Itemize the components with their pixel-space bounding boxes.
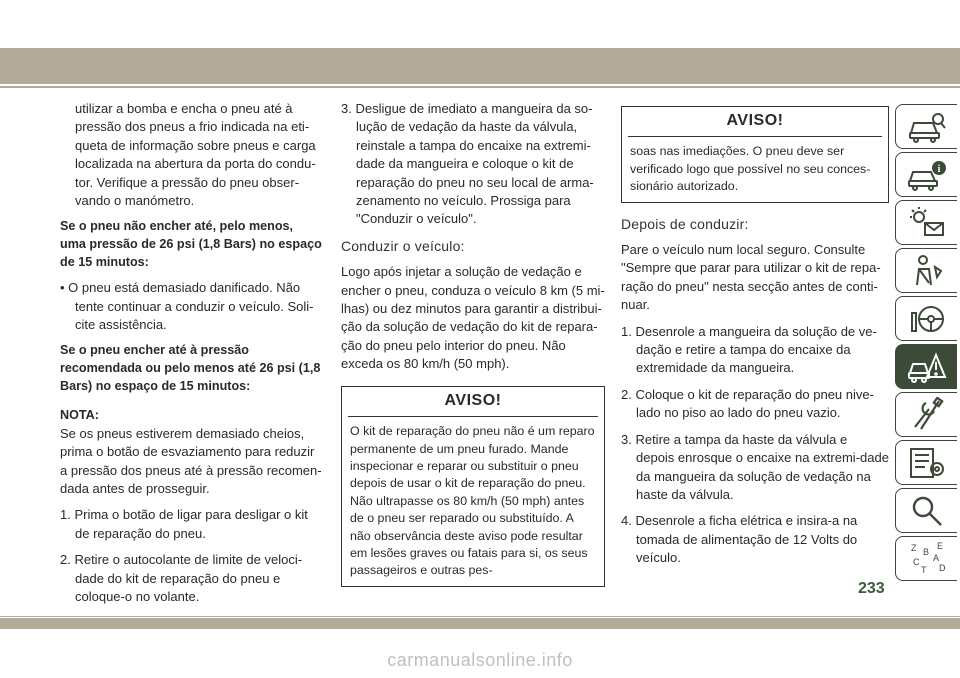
tab-warning-lights[interactable] (895, 200, 957, 245)
warning-box (621, 106, 889, 203)
step-item: 3. Desligue de imediato a mangueira da so-lução de vedação da haste da válvula, reinstale a tampa do encaixe na extremi-dade da mangueira e coloque o kit de reparação do pneu no seu local de arma-zenamento no veículo. Prossiga para "Conduzir o veículo". (341, 101, 594, 227)
paragraph: utilizar a bomba e encha o pneu até à pressão dos pneus a frio indicada na eti-queta de informação sobre pneus e carga localizada na abertura da porta do condu-tor. Verifique a pressão do pneu obser-vando o manómetro. (75, 101, 316, 209)
svg-text:i: i (937, 163, 940, 175)
warning-text: soas nas imediações. O pneu deve ser verificado logo que possível no seu conces-sionário autorizado. (630, 144, 871, 194)
seatbelt-icon (907, 253, 947, 289)
column-1 (60, 100, 322, 606)
chapter-tabs (895, 104, 960, 584)
step-item: 3. Retire a tampa da haste da válvula e depois enrosque o encaixe na extremi-dade da mangueira da solução de vedação na haste da válvula. (621, 431, 889, 502)
footer-band (0, 618, 960, 629)
bold-condition: Se o pneu não encher até, pelo menos, uma pressão de 26 psi (1,8 Bars) no espaço de 15 minutos: (60, 219, 322, 269)
warning-box (341, 386, 605, 587)
car-info-icon (907, 157, 947, 193)
header-band (0, 48, 960, 84)
section-heading: Depois de conduzir: (621, 215, 749, 232)
checklist-gear-icon (907, 445, 947, 481)
car-hazard-icon (907, 349, 947, 385)
svg-text:A: A (932, 552, 939, 563)
note-label: NOTA: (60, 408, 99, 423)
column-2 (341, 100, 605, 587)
warning-text: O kit de reparação do pneu não é um reparo permanente de um pneu furado. Mande inspecionar e reparar ou substituir o pneu depois de usar o kit de reparação do pneu. Não ultrapasse os 80 km/h (50 mph) antes de o pneu ser reparado ou substituído. A não observância deste aviso pode resultar em lesões graves ou fatais para si, os seus passageiros e outras pes- (350, 424, 595, 578)
svg-text:D: D (938, 562, 945, 573)
tab-languages[interactable] (895, 536, 957, 581)
step-item: 4. Desenrole a ficha elétrica e insira-a na tomada de alimentação de 12 Volts do veículo. (621, 513, 858, 566)
index-search-icon (907, 493, 947, 529)
column-3 (621, 106, 889, 568)
language-index-icon (907, 541, 947, 577)
step-item: 1. Desenrole a mangueira da solução de ve-dação e retire a tampa do encaixe da extremidade da mangueira. (621, 323, 877, 376)
svg-text:E: E (936, 540, 943, 551)
bold-condition: Se o pneu encher até à pressão recomendada ou pelo menos até 26 psi (1,8 Bars) no espaço de 15 minutos: (60, 343, 321, 393)
bullet-item: • O pneu está demasiado danificado. Não tente continuar a conduzir o veículo. Soli-cite assistência. (60, 280, 314, 333)
car-search-icon (907, 109, 947, 145)
warning-light-mail-icon (907, 205, 947, 241)
step-item: 1. Prima o botão de ligar para desligar o kit de reparação do pneu. (60, 507, 308, 541)
tab-emergency[interactable] (895, 344, 957, 389)
wrench-screwdriver-icon (907, 397, 947, 433)
svg-text:T: T (920, 564, 926, 575)
header-rule (0, 86, 960, 88)
tab-servicing[interactable] (895, 392, 957, 437)
tab-specifications[interactable] (895, 440, 957, 485)
footer-rule (0, 616, 960, 617)
section-heading: Conduzir o veículo: (341, 237, 465, 254)
svg-text:Z: Z (910, 542, 916, 553)
warning-title: AVISO! (348, 387, 598, 417)
paragraph: Logo após injetar a solução de vedação e encher o pneu, conduza o veículo 8 km (5 mi-lhas) ou dez minutos para garantir a distribui-ção da solução de vedação do kit de repara-ção do pneu pelo interior do pneu. Não exceda os 80 km/h (50 mph). (341, 264, 605, 372)
tab-index[interactable] (895, 488, 957, 533)
tab-car-info[interactable] (895, 152, 957, 197)
tab-safety[interactable] (895, 248, 957, 293)
svg-text:C: C (912, 556, 919, 567)
tab-car-search[interactable] (895, 104, 957, 149)
step-item: 2. Coloque o kit de reparação do pneu nive-lado no piso ao lado do pneu vazio. (621, 386, 874, 421)
watermark: carmanualsonline.info (387, 650, 573, 670)
steering-wheel-icon (907, 301, 947, 337)
svg-text:B: B (922, 546, 929, 557)
note-text: Se os pneus estiverem demasiado cheios, prima o botão de esvaziamento para reduzir a pressão dos pneus até à pressão recomen-dada antes de prosseguir. (60, 425, 322, 497)
warning-title: AVISO! (628, 107, 882, 137)
tab-starting[interactable] (895, 296, 957, 341)
step-item: 2. Retire o autocolante de limite de veloci-dade do kit de reparação do pneu e coloque-o no volante. (60, 552, 303, 605)
page-number: 233 (858, 580, 885, 597)
paragraph: Pare o veículo num local seguro. Consulte "Sempre que parar para utilizar o kit de repa-ração do pneu" nesta secção antes de conti-nuar. (621, 242, 881, 313)
